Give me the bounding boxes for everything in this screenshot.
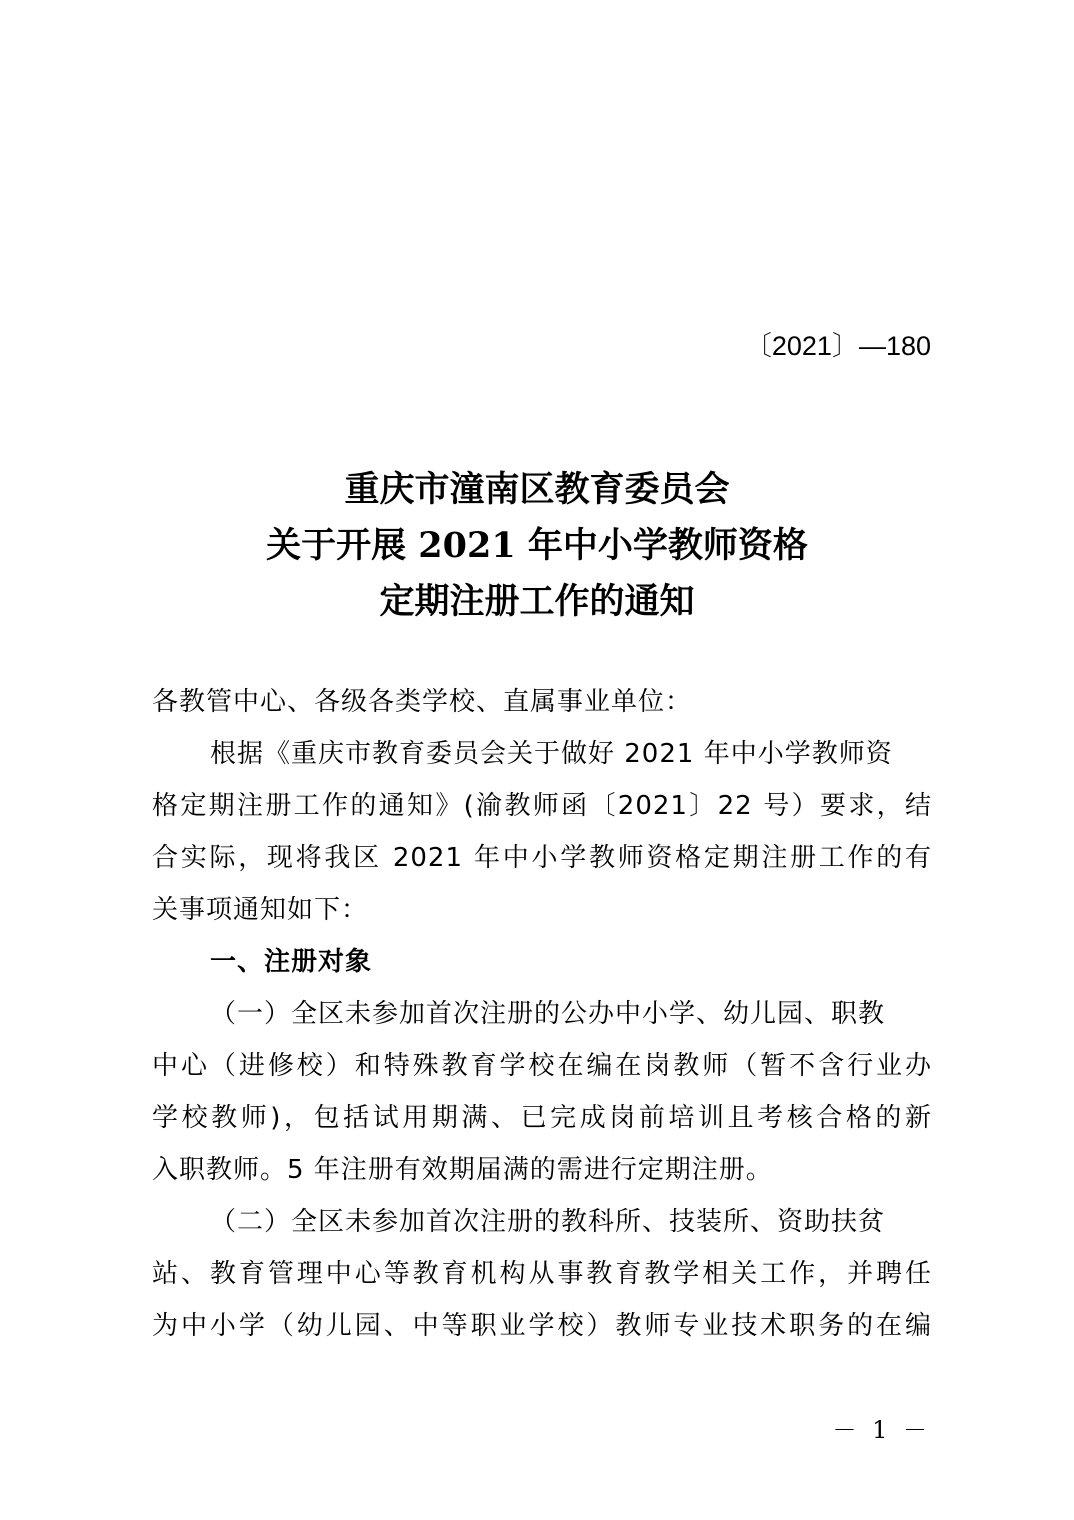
title-line-3: 定期注册工作的通知 (379, 581, 695, 622)
title-line-2: 关于开展 2021 年中小学教师资格 (266, 525, 808, 566)
page-number: － 1 － (832, 1416, 931, 1444)
document-title (0, 462, 1074, 630)
paragraph-line: 根据《重庆市教育委员会关于做好 2021 年中小学教师资 (210, 739, 893, 769)
paragraph-line: （二）全区未参加首次注册的教科所、技装所、资助扶贫 (210, 1207, 886, 1237)
paragraph-line: 学校教师)，包括试用期满、已完成岗前培训且考核合格的新 (152, 1103, 932, 1133)
salutation: 各教管中心、各级各类学校、直属事业单位： (152, 687, 693, 717)
paragraph-line: （一）全区未参加首次注册的公办中小学、幼儿园、职教 (210, 999, 886, 1029)
title-line-1: 重庆市潼南区教育委员会 (344, 469, 730, 510)
paragraph-line: 为中小学（幼儿园、中等职业学校）教师专业技术职务的在编 (152, 1311, 932, 1341)
paragraph-line: 中心（进修校）和特殊教育学校在编在岗教师（暂不含行业办 (152, 1051, 932, 1081)
paragraph-line: 关事项通知如下： (152, 895, 369, 925)
section-heading: 一、注册对象 (210, 947, 373, 977)
paragraph-line: 入职教师。5 年注册有效期届满的需进行定期注册。 (152, 1155, 773, 1185)
paragraph-line: 合实际，现将我区 2021 年中小学教师资格定期注册工作的有 (152, 843, 932, 873)
paragraph-line: 格定期注册工作的通知》(渝教师函〔2021〕22 号）要求，结 (152, 791, 932, 821)
paragraph-line: 站、教育管理中心等教育机构从事教育教学相关工作，并聘任 (152, 1259, 932, 1289)
document-number: 〔2021〕—180 (744, 331, 931, 361)
